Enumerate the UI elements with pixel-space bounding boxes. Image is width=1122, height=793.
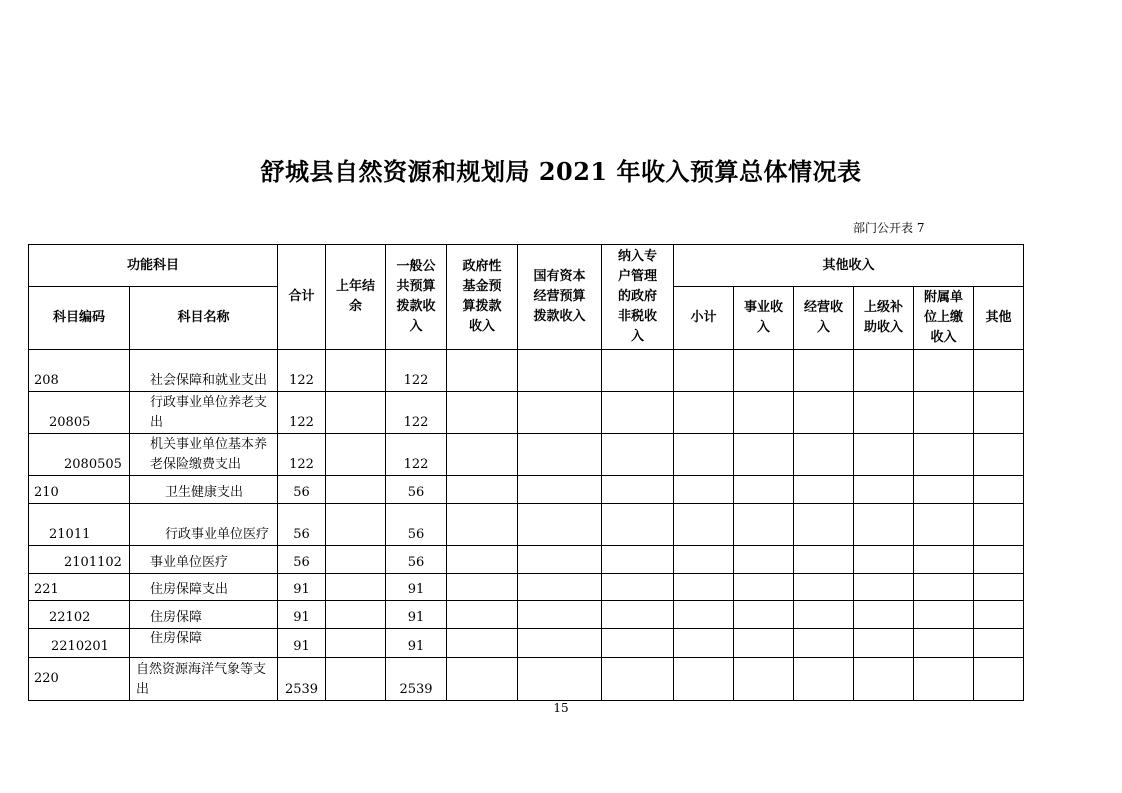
row-carryover [326,629,386,658]
header-carryover: 上年结余 [326,245,386,350]
row-name: 卫生健康支出 [130,476,278,504]
row-state-capital [518,434,602,476]
row-special-account [602,504,674,546]
header-general-public: 一般公共预算拨款收入 [386,245,447,350]
row-business [734,392,794,434]
row-other [974,350,1024,392]
row-name: 自然资源海洋气象等支出 [130,658,278,701]
row-code: 22102 [29,601,130,629]
row-general: 56 [386,504,447,546]
row-state-capital [518,546,602,574]
row-gov-fund [447,434,518,476]
row-subtotal [674,546,734,574]
row-general: 122 [386,350,447,392]
row-general: 91 [386,629,447,658]
row-gov-fund [447,629,518,658]
row-code: 220 [29,658,130,701]
page-number: 15 [553,701,569,715]
row-operating [794,546,854,574]
row-gov-fund [447,392,518,434]
row-superior [854,434,914,476]
row-business [734,629,794,658]
table-row [29,504,1024,546]
row-special-account [602,476,674,504]
row-business [734,574,794,601]
row-code: 2210201 [29,629,130,658]
row-name: 住房保障 [130,629,278,658]
row-operating [794,574,854,601]
row-operating [794,601,854,629]
row-other [974,434,1024,476]
row-other [974,658,1024,701]
row-general: 91 [386,601,447,629]
table-number-label: 部门公开表 7 [853,221,925,235]
table-row [29,658,1024,701]
row-name: 住房保障 [130,601,278,629]
row-affiliated [914,350,974,392]
row-business [734,546,794,574]
row-name: 机关事业单位基本养老保险缴费支出 [130,434,278,476]
header-code: 科目编码 [29,287,130,350]
row-name: 社会保障和就业支出 [130,350,278,392]
row-subtotal [674,629,734,658]
row-business [734,476,794,504]
header-other-income: 其他收入 [674,245,1024,287]
row-other [974,392,1024,434]
header-special-account: 纳入专户管理的政府非税收入 [602,245,674,350]
row-operating [794,476,854,504]
row-special-account [602,434,674,476]
row-subtotal [674,392,734,434]
row-subtotal [674,601,734,629]
row-superior [854,476,914,504]
header-func-subject: 功能科目 [29,245,278,287]
row-carryover [326,350,386,392]
table-row [29,629,1024,658]
row-operating [794,434,854,476]
row-code: 2080505 [29,434,130,476]
row-code: 2101102 [29,546,130,574]
header-gov-fund: 政府性基金预算拨款收入 [447,245,518,350]
row-business [734,601,794,629]
row-name: 行政事业单位养老支出 [130,392,278,434]
row-total: 91 [278,629,326,658]
row-general: 2539 [386,658,447,701]
row-total: 56 [278,546,326,574]
row-affiliated [914,392,974,434]
header-superior: 上级补助收入 [854,287,914,350]
row-operating [794,658,854,701]
row-carryover [326,392,386,434]
row-total: 91 [278,574,326,601]
table-row [29,546,1024,574]
row-gov-fund [447,350,518,392]
row-superior [854,504,914,546]
row-affiliated [914,504,974,546]
row-total: 122 [278,392,326,434]
row-carryover [326,601,386,629]
row-other [974,601,1024,629]
row-state-capital [518,629,602,658]
header-name: 科目名称 [130,287,278,350]
table-row [29,476,1024,504]
row-subtotal [674,574,734,601]
row-general: 122 [386,392,447,434]
row-name: 事业单位医疗 [130,546,278,574]
row-gov-fund [447,601,518,629]
row-operating [794,392,854,434]
row-code: 221 [29,574,130,601]
row-gov-fund [447,574,518,601]
table-row [29,574,1024,601]
row-special-account [602,601,674,629]
row-state-capital [518,574,602,601]
row-superior [854,658,914,701]
row-affiliated [914,601,974,629]
row-affiliated [914,476,974,504]
row-gov-fund [447,476,518,504]
row-superior [854,574,914,601]
row-state-capital [518,476,602,504]
row-affiliated [914,658,974,701]
row-gov-fund [447,546,518,574]
row-carryover [326,434,386,476]
row-gov-fund [447,504,518,546]
row-special-account [602,546,674,574]
table-row [29,350,1024,392]
row-state-capital [518,658,602,701]
row-business [734,658,794,701]
table-row [29,434,1024,476]
row-subtotal [674,350,734,392]
row-affiliated [914,574,974,601]
row-total: 122 [278,434,326,476]
header-total: 合计 [278,245,326,350]
row-general: 56 [386,546,447,574]
row-general: 122 [386,434,447,476]
row-affiliated [914,629,974,658]
row-other [974,476,1024,504]
row-business [734,350,794,392]
row-affiliated [914,546,974,574]
row-affiliated [914,434,974,476]
row-state-capital [518,504,602,546]
header-subtotal: 小计 [674,287,734,350]
row-subtotal [674,476,734,504]
header-operating: 经营收入 [794,287,854,350]
header-affiliated: 附属单位上缴收入 [914,287,974,350]
row-other [974,629,1024,658]
row-state-capital [518,392,602,434]
row-name: 行政事业单位医疗 [130,504,278,546]
row-special-account [602,350,674,392]
row-special-account [602,658,674,701]
row-name: 住房保障支出 [130,574,278,601]
row-carryover [326,658,386,701]
row-subtotal [674,504,734,546]
row-business [734,504,794,546]
row-other [974,504,1024,546]
table-row [29,601,1024,629]
row-operating [794,504,854,546]
row-subtotal [674,434,734,476]
row-code: 20805 [29,392,130,434]
row-code: 21011 [29,504,130,546]
row-state-capital [518,350,602,392]
header-row-1 [29,245,1024,287]
row-gov-fund [447,658,518,701]
page-title: 舒城县自然资源和规划局 2021 年收入预算总体情况表 [260,157,862,186]
row-operating [794,350,854,392]
row-total: 2539 [278,658,326,701]
row-superior [854,601,914,629]
row-superior [854,350,914,392]
row-total: 56 [278,476,326,504]
row-superior [854,392,914,434]
row-total: 91 [278,601,326,629]
row-special-account [602,629,674,658]
row-total: 56 [278,504,326,546]
table-row [29,392,1024,434]
row-carryover [326,574,386,601]
row-carryover [326,546,386,574]
row-general: 91 [386,574,447,601]
row-special-account [602,392,674,434]
header-state-capital: 国有资本经营预算拨款收入 [518,245,602,350]
row-carryover [326,504,386,546]
budget-table [28,244,1024,701]
row-superior [854,546,914,574]
row-operating [794,629,854,658]
row-special-account [602,574,674,601]
row-state-capital [518,601,602,629]
row-other [974,546,1024,574]
row-subtotal [674,658,734,701]
row-code: 208 [29,350,130,392]
row-other [974,574,1024,601]
row-total: 122 [278,350,326,392]
row-general: 56 [386,476,447,504]
row-business [734,434,794,476]
row-carryover [326,476,386,504]
row-code: 210 [29,476,130,504]
header-business: 事业收入 [734,287,794,350]
header-other: 其他 [974,287,1024,350]
row-superior [854,629,914,658]
